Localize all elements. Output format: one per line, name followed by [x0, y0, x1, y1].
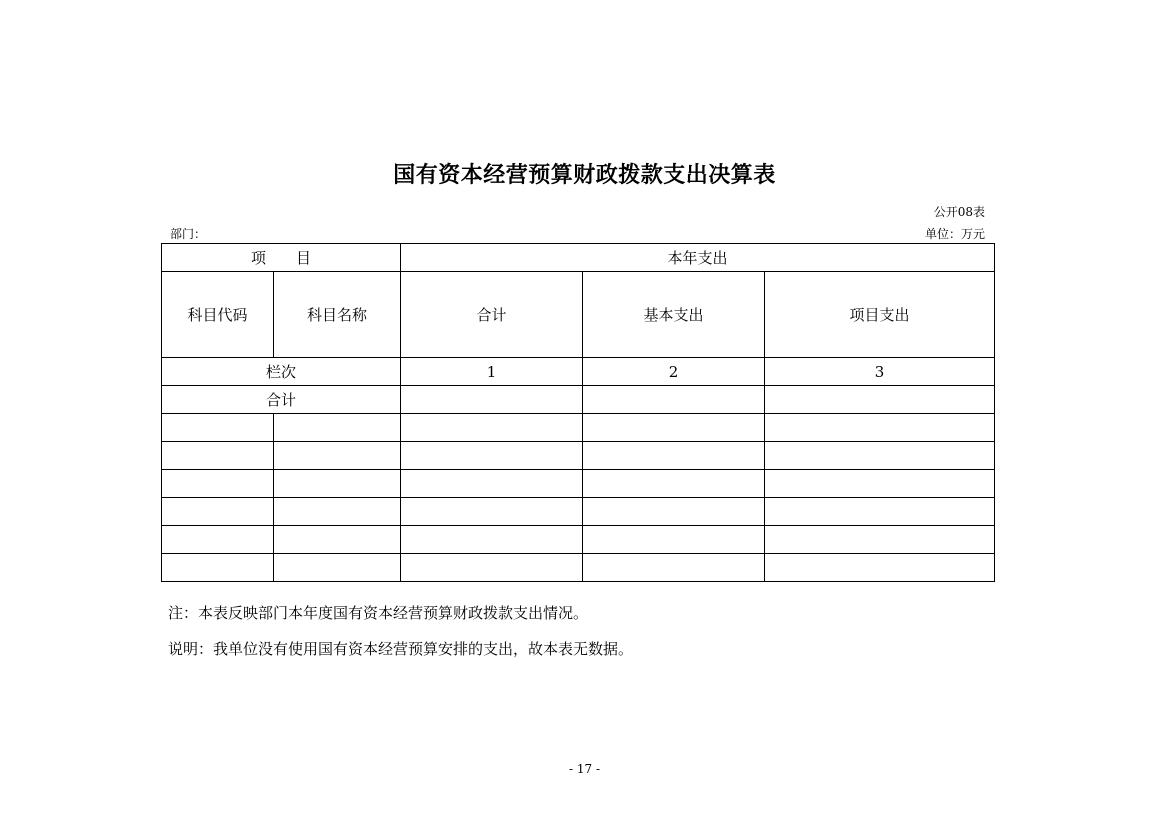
project-expenditure-cell: [765, 470, 995, 498]
table-row: [162, 470, 995, 498]
subject-name-cell: [274, 526, 401, 554]
total-cell: [401, 414, 583, 442]
total-cell: [401, 442, 583, 470]
column-index-label: 栏次: [162, 358, 401, 386]
basic-expenditure-cell: [583, 442, 765, 470]
table-row: [162, 526, 995, 554]
project-expenditure-cell: [765, 526, 995, 554]
column-index-row: [162, 358, 995, 386]
basic-expenditure-cell: [583, 554, 765, 582]
subject-code-cell: [162, 526, 274, 554]
project-expenditure-header: 项目支出: [765, 272, 995, 358]
header-column-row: [162, 272, 995, 358]
current-year-expenditure-header: 本年支出: [401, 244, 995, 272]
subject-name-header: 科目名称: [274, 272, 401, 358]
total-cell: [401, 554, 583, 582]
basic-expenditure-cell: [583, 470, 765, 498]
basic-expenditure-cell: [583, 526, 765, 554]
expenditure-table: [161, 243, 995, 582]
basic-expenditure-header: 基本支出: [583, 272, 765, 358]
column-index-1: 1: [401, 358, 583, 386]
total-cell: [401, 526, 583, 554]
project-expenditure-cell: [765, 442, 995, 470]
subject-code-cell: [162, 470, 274, 498]
header-group-row: [162, 244, 995, 272]
total-cell: [401, 470, 583, 498]
basic-expenditure-cell: [583, 498, 765, 526]
page-number: - 17 -: [568, 762, 600, 776]
subject-code-cell: [162, 414, 274, 442]
column-index-2: 2: [583, 358, 765, 386]
total-row-basic-cell: [583, 386, 765, 414]
subject-name-cell: [274, 470, 401, 498]
subject-name-cell: [274, 414, 401, 442]
subject-code-header: 科目代码: [162, 272, 274, 358]
table-row: [162, 498, 995, 526]
basic-expenditure-cell: [583, 414, 765, 442]
subject-code-cell: [162, 554, 274, 582]
total-row-project-cell: [765, 386, 995, 414]
project-expenditure-cell: [765, 414, 995, 442]
document-title: 国有资本经营预算财政拨款支出决算表: [393, 163, 776, 188]
form-number: 公开08表: [933, 205, 985, 219]
table-row: [162, 414, 995, 442]
department-label: 部门：: [170, 227, 207, 241]
table-note: 注：本表反映部门本年度国有资本经营预算财政拨款支出情况。: [168, 604, 589, 622]
unit-label: 单位：万元: [924, 227, 985, 241]
total-row-label: 合计: [162, 386, 401, 414]
total-header: 合计: [401, 272, 583, 358]
project-expenditure-cell: [765, 498, 995, 526]
subject-code-cell: [162, 442, 274, 470]
subject-name-cell: [274, 442, 401, 470]
item-group-header: 项 目: [162, 244, 401, 272]
subject-name-cell: [274, 554, 401, 582]
project-expenditure-cell: [765, 554, 995, 582]
table-explanation: 说明：我单位没有使用国有资本经营预算安排的支出，故本表无数据。: [168, 640, 634, 658]
total-cell: [401, 498, 583, 526]
table-row: [162, 554, 995, 582]
subject-code-cell: [162, 498, 274, 526]
table-row: [162, 442, 995, 470]
subject-name-cell: [274, 498, 401, 526]
column-index-3: 3: [765, 358, 995, 386]
total-row-total-cell: [401, 386, 583, 414]
total-row: [162, 386, 995, 414]
